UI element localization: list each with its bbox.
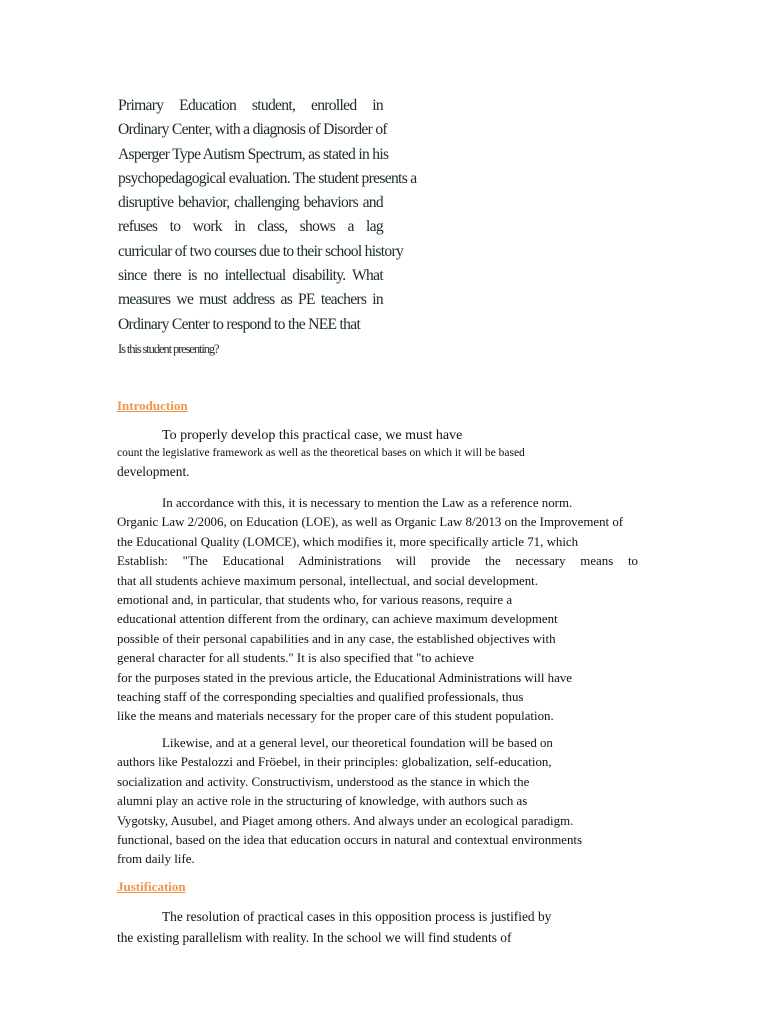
introduction-heading: Introduction: [117, 398, 188, 413]
text-line: for the purposes stated in the previous article, the Educational Administrations will have: [117, 670, 572, 685]
justification-paragraph-1: [117, 906, 683, 948]
text-line: like the means and materials necessary for the proper care of this student population.: [117, 709, 554, 724]
text-line: alumni play an active role in the structuring of knowledge, with authors such as: [117, 794, 528, 809]
text-line: emotional and, in particular, that students who, for various reasons, require a: [117, 593, 513, 608]
text-line: Organic Law 2/2006, on Education (LOE), as well as Organic Law 8/2013 on the Improvement of: [117, 515, 624, 530]
case-line: refuses to work in class, shows a lag: [118, 218, 383, 236]
case-line: Is this student presenting?: [118, 341, 219, 356]
case-line: Asperger Type Autism Spectrum, as stated in his: [118, 145, 389, 163]
text-line: To properly develop this practical case, we must have: [162, 428, 463, 443]
intro-paragraph-1: [117, 426, 683, 482]
text-line: socialization and activity. Constructivism, understood as the stance in which the: [117, 774, 530, 789]
case-statement: [118, 94, 417, 361]
text-line: the existing parallelism with reality. In the school we will find students of: [117, 930, 512, 945]
intro-paragraph-2: [117, 494, 683, 727]
case-line: Ordinary Center, with a diagnosis of Disorder of: [118, 121, 387, 139]
text-line: that all students achieve maximum personal, intellectual, and social development.: [117, 573, 538, 588]
text-line: Establish: "The Educational Administrations will provide the necessary means to: [117, 554, 638, 569]
text-line: general character for all students." It is also specified that "to achieve: [117, 651, 474, 666]
case-line: disruptive behavior, challenging behaviors and: [118, 194, 383, 212]
justification-heading: Justification: [117, 879, 186, 894]
case-line: Primary Education student, enrolled in: [118, 97, 383, 114]
case-line: measures we must address as PE teachers in: [118, 291, 383, 309]
text-line: possible of their personal capabilities and in any case, the established objectives with: [117, 631, 556, 646]
intro-paragraph-3: [117, 734, 683, 870]
text-line: from daily life.: [117, 852, 195, 867]
case-line: since there is no intellectual disability. What: [118, 267, 383, 285]
text-line: In accordance with this, it is necessary to mention the Law as a reference norm.: [162, 496, 573, 510]
text-line: The resolution of practical cases in this opposition process is justified by: [162, 909, 552, 924]
text-line: count the legislative framework as well as the theoretical bases on which it will be based: [117, 447, 525, 459]
case-line: Ordinary Center to respond to the NEE that: [118, 315, 361, 333]
text-line: development.: [117, 464, 190, 479]
text-line: Likewise, and at a general level, our theoretical foundation will be based on: [162, 736, 553, 750]
text-line: functional, based on the idea that education occurs in natural and contextual environments: [117, 833, 582, 848]
text-line: educational attention different from the ordinary, can achieve maximum development: [117, 612, 558, 627]
text-line: Vygotsky, Ausubel, and Piaget among others. And always under an ecological paradigm.: [117, 813, 574, 828]
text-line: teaching staff of the corresponding specialties and qualified professionals, thus: [117, 690, 524, 705]
text-line: authors like Pestalozzi and Fröebel, in their principles: globalization, self-education,: [117, 755, 552, 770]
text-line: the Educational Quality (LOMCE), which modifies it, more specifically article 71, which: [117, 534, 579, 549]
case-line: psychopedagogical evaluation. The student presents a: [118, 169, 417, 187]
case-line: curricular of two courses due to their school history: [118, 242, 404, 260]
